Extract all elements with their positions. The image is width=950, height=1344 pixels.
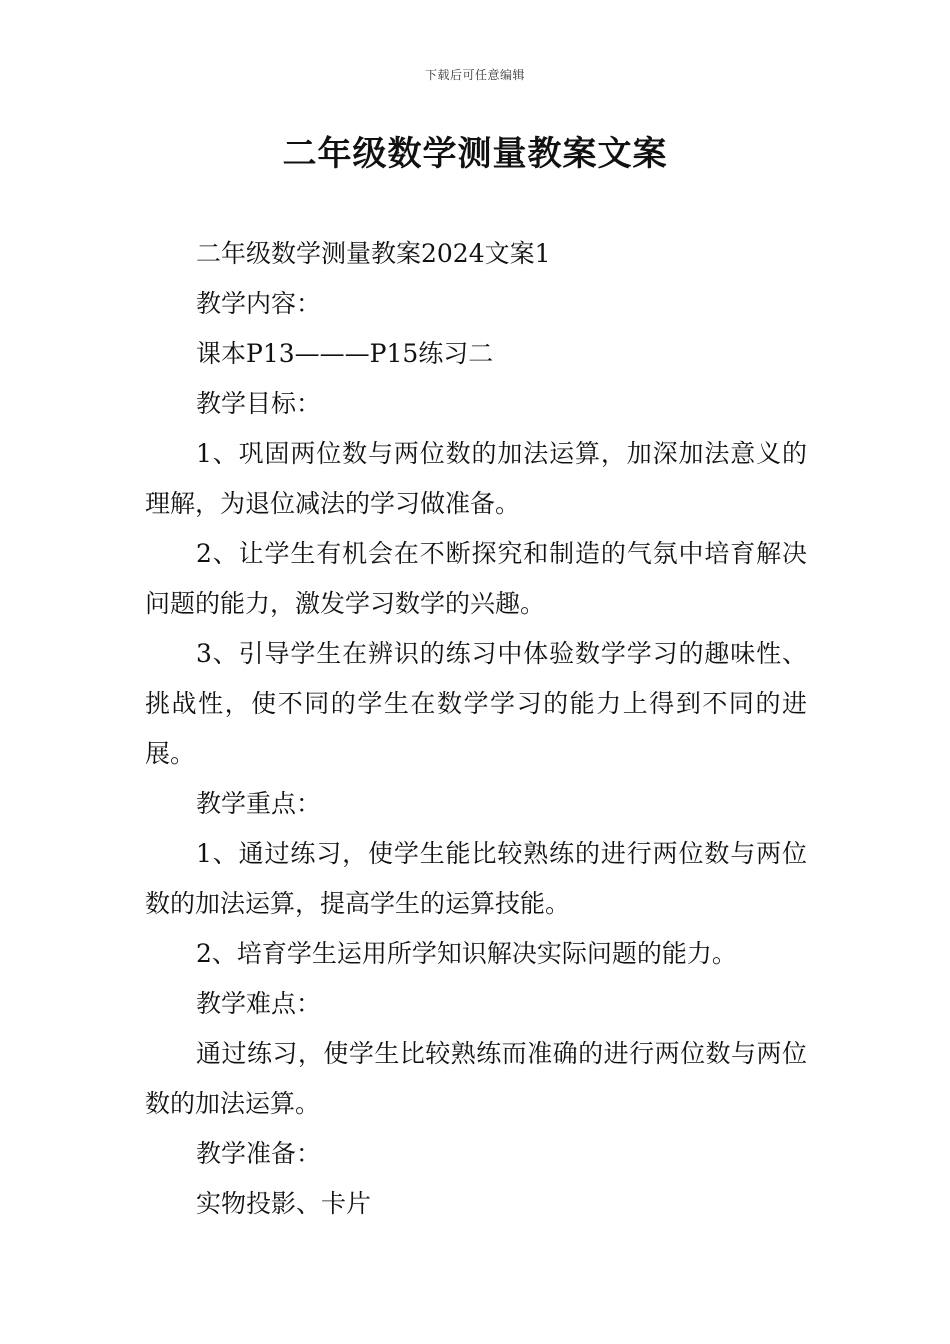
paragraph-content-label: 教学内容：	[196, 289, 322, 318]
paragraph-preparation-label: 教学准备：	[196, 1139, 322, 1168]
paragraph-difficulty: 通过练习，使学生比较熟练而准确的进行两位数与两位数的加法运算。	[145, 1039, 807, 1118]
document-body	[145, 229, 807, 1229]
paragraph-objective-2: 2、让学生有机会在不断探究和制造的气氛中培育解决问题的能力，激发学习数学的兴趣。	[145, 539, 807, 618]
paragraph-key-points-label: 教学重点：	[196, 789, 322, 818]
paragraph-difficulties-label: 教学难点：	[196, 989, 322, 1018]
paragraph-objective-3: 3、引导学生在辨识的练习中体验数学学习的趣味性、挑战性，使不同的学生在数学学习的能力上得到不同的进展。	[145, 639, 807, 768]
paragraph-key-point-2: 2、培育学生运用所学知识解决实际问题的能力。	[196, 939, 737, 968]
paragraph-textbook-pages: 课本P13———P15练习二	[196, 339, 494, 368]
paragraph-objectives-label: 教学目标：	[196, 389, 322, 418]
document-title: 二年级数学测量教案文案	[282, 134, 668, 174]
paragraph-lesson-heading: 二年级数学测量教案2024文案1	[196, 239, 551, 268]
header-note: 下载后可任意编辑	[424, 68, 525, 82]
paragraph-key-point-1: 1、通过练习，使学生能比较熟练的进行两位数与两位数的加法运算，提高学生的运算技能。	[145, 839, 807, 918]
paragraph-objective-1: 1、巩固两位数与两位数的加法运算，加深加法意义的理解，为退位减法的学习做准备。	[145, 439, 807, 518]
paragraph-preparation: 实物投影、卡片	[196, 1189, 372, 1218]
